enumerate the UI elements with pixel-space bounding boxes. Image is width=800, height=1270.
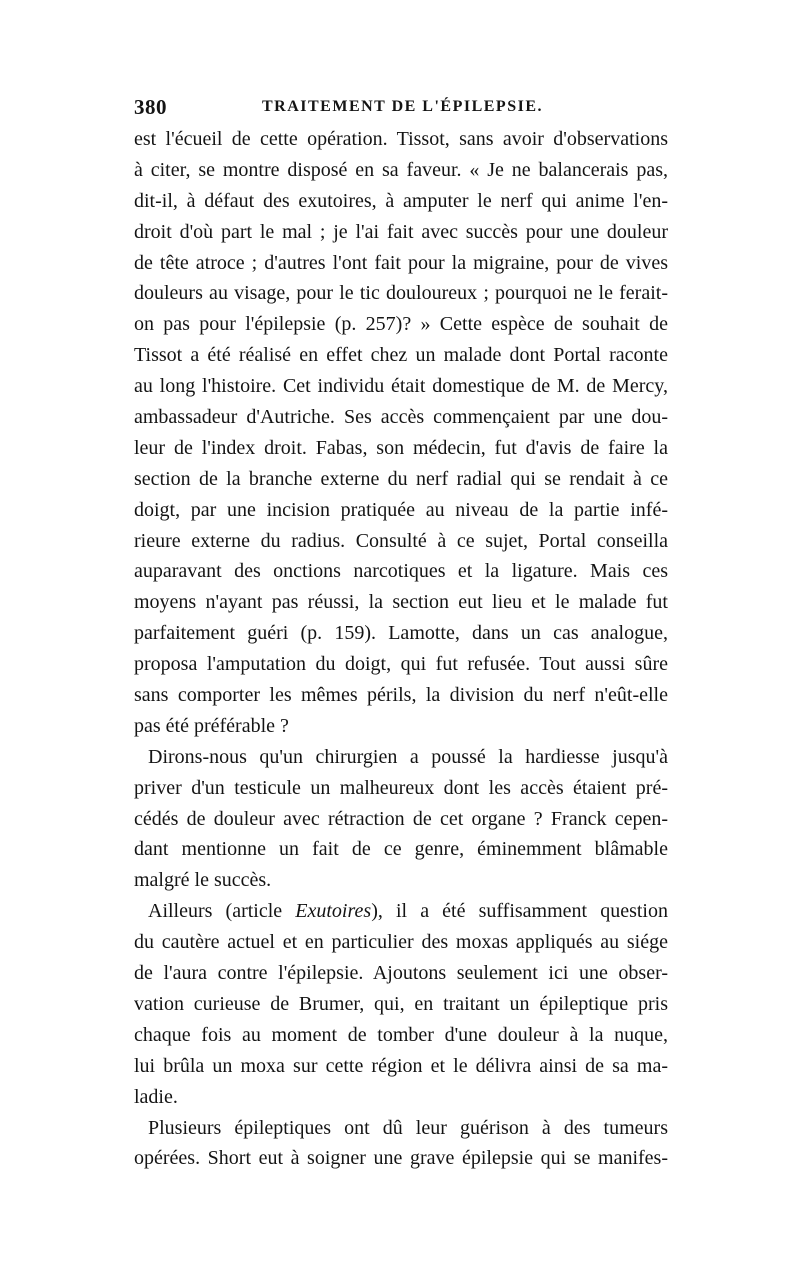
- text-segment: ), il a été suffisamment question: [371, 900, 668, 923]
- paragraph-start-line: Dirons-nous qu'un chirurgien a poussé la hardiesse jusqu'à: [148, 745, 668, 768]
- page-header: [134, 92, 668, 122]
- text-line: douleurs au visage, pour le tic douloureux ; pourquoi ne le ferait-: [134, 282, 668, 305]
- text-line: section de la branche externe du nerf radial qui se rendait à ce: [134, 467, 668, 490]
- text-line: à citer, se montre disposé en sa faveur. « Je ne balancerais pas,: [134, 158, 668, 181]
- text-line: leur de l'index droit. Fabas, son médecin, fut d'avis de faire la: [134, 436, 668, 459]
- text-line: ambassadeur d'Autriche. Ses accès commençaient par une dou-: [134, 406, 668, 429]
- running-title: TRAITEMENT DE L'ÉPILEPSIE.: [262, 98, 543, 115]
- text-line: doigt, par une incision pratiquée au niveau de la partie infé-: [134, 498, 668, 521]
- text-line: au long l'histoire. Cet individu était domestique de M. de Mercy,: [134, 375, 668, 398]
- text-line: cédés de douleur avec rétraction de cet organe ? Franck cepen-: [134, 807, 668, 830]
- text-line: vation curieuse de Brumer, qui, en traitant un épileptique pris: [134, 992, 668, 1015]
- text-line: chaque fois au moment de tomber d'une douleur à la nuque,: [134, 1023, 668, 1046]
- paragraph-start-line: Plusieurs épileptiques ont dû leur guérison à des tumeurs: [148, 1116, 668, 1139]
- text-line: de tête atroce ; d'autres l'ont fait pour la migraine, pour de vives: [134, 251, 668, 274]
- text-line: rieure externe du radius. Consulté à ce sujet, Portal conseilla: [134, 529, 668, 552]
- text-line: priver d'un testicule un malheureux dont les accès étaient pré-: [134, 776, 668, 799]
- text-line: on pas pour l'épilepsie (p. 257)? » Cette espèce de souhait de: [134, 313, 668, 336]
- text-line: est l'écueil de cette opération. Tissot, sans avoir d'observations: [134, 128, 668, 150]
- text-segment: Ailleurs (article: [148, 900, 296, 923]
- paragraph-start-line: [134, 896, 668, 927]
- text-line: dit-il, à défaut des exutoires, à amputer le nerf qui anime l'en-: [134, 189, 668, 212]
- text-line: malgré le succès.: [134, 869, 272, 892]
- text-line: pas été préférable ?: [134, 714, 289, 737]
- text-line: lui brûla un moxa sur cette région et le délivra ainsi de sa ma-: [134, 1054, 668, 1077]
- text-line: opérées. Short eut à soigner une grave épilepsie qui se manifes-: [134, 1147, 668, 1170]
- text-line: proposa l'amputation du doigt, qui fut refusée. Tout aussi sûre: [134, 653, 668, 676]
- text-line: Tissot a été réalisé en effet chez un malade dont Portal raconte: [134, 344, 668, 367]
- page-number: 380: [134, 95, 167, 119]
- text-line: du cautère actuel et en particulier des moxas appliqués au siége: [134, 931, 668, 954]
- text-line: auparavant des onctions narcotiques et la ligature. Mais ces: [134, 560, 668, 583]
- text-line: dant mentionne un fait de ce genre, éminemment blâmable: [134, 838, 668, 861]
- text-line: parfaitement guéri (p. 159). Lamotte, dans un cas analogue,: [134, 622, 668, 645]
- body-text: [134, 124, 668, 1174]
- text-line: sans comporter les mêmes périls, la division du nerf n'eût-elle: [134, 684, 668, 707]
- text-line: ladie.: [134, 1085, 178, 1108]
- text-line: moyens n'ayant pas réussi, la section eut lieu et le malade fut: [134, 591, 668, 614]
- text-line: droit d'où part le mal ; je l'ai fait avec succès pour une douleur: [134, 220, 668, 243]
- article-title-italic: Exutoires: [295, 900, 372, 923]
- text-line: de l'aura contre l'épilepsie. Ajoutons seulement ici une obser-: [134, 962, 668, 985]
